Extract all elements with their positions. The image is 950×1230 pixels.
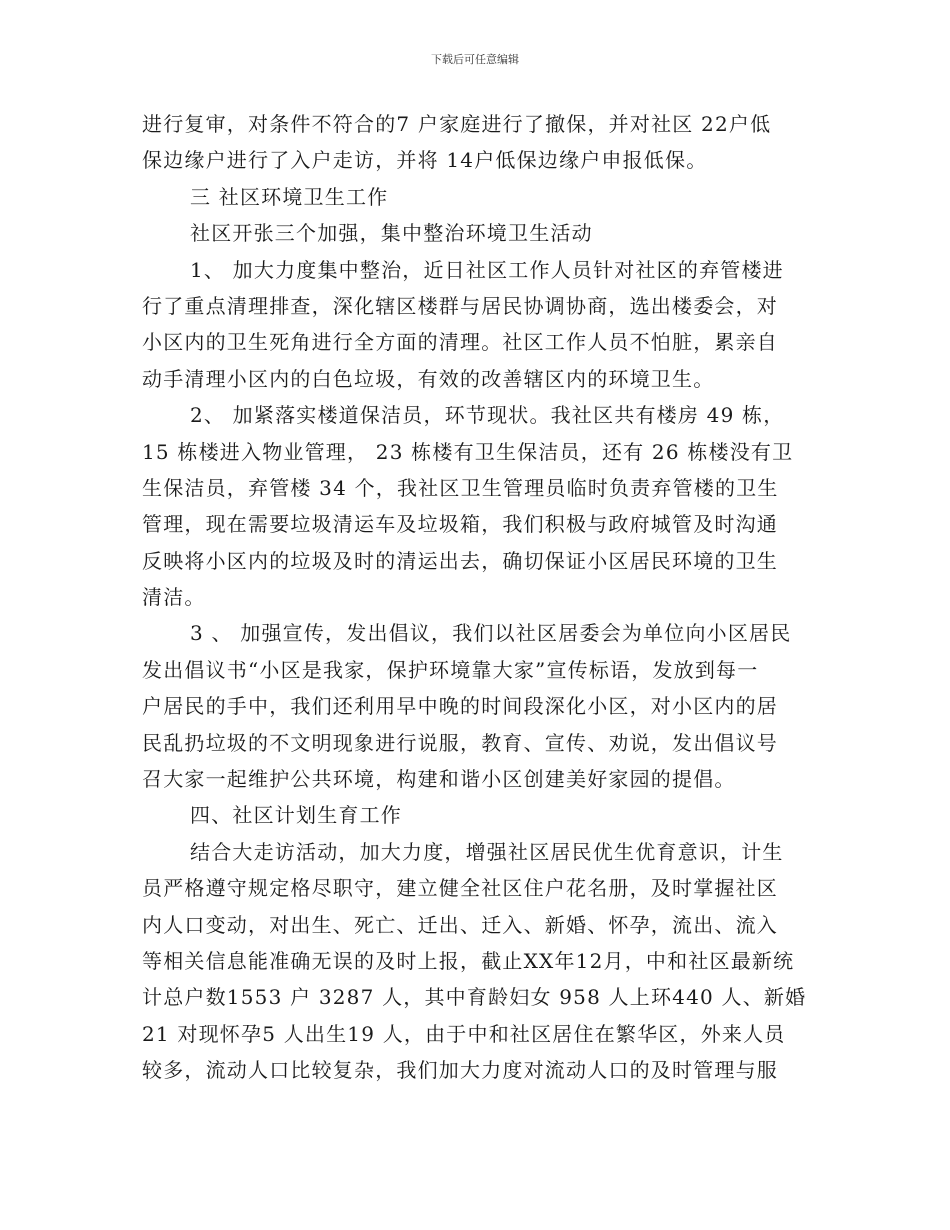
body-line: 较多，流动人口比较复杂，我们加大力度对流动人口的及时管理与服 [142,1058,778,1083]
body-line: 2、 加紧落实楼道保洁员，环节现状。我社区共有楼房 49 栋， [190,403,785,428]
body-line: 员严格遵守规定格尽职守，建立健全社区住户花名册，及时掌握社区 [142,876,778,901]
body-line: 计总户数1553 户 3287 人，其中育龄妇女 958 人上环440 人、新婚 [142,985,807,1010]
body-line: 管理，现在需要垃圾清运车及垃圾箱，我们积极与政府城管及时沟通 [142,512,778,537]
section-heading: 三 社区环境卫生工作 [190,184,389,209]
body-line: 反映将小区内的垃圾及时的清运出去，确切保证小区居民环境的卫生 [142,548,778,573]
body-line: 内人口变动，对出生、死亡、迁出、迁入、新婚、怀孕，流出、流入 [142,912,778,937]
page-header-label: 下载后可任意编辑 [431,53,519,66]
body-line: 户居民的手中，我们还利用早中晚的时间段深化小区，对小区内的居 [142,694,778,719]
body-line: 进行复审，对条件不符合的7 户家庭进行了撤保，并对社区 22户低 [142,112,772,136]
body-line: 动手清理小区内的白色垃圾，有效的改善辖区内的环境卫生。 [142,366,715,391]
body-line: 行了重点清理排查，深化辖区楼群与居民协调协商，选出楼委会，对 [142,293,778,318]
body-line: 3 、 加强宣传，发出倡议，我们以社区居委会为单位向小区居民 [190,621,792,646]
body-line: 等相关信息能准确无误的及时上报，截止XX年12月，中和社区最新统 [142,948,795,973]
document-body [142,106,810,1089]
body-line: 社区开张三个加强，集中整治环境卫生活动 [190,221,593,246]
body-line: 召大家一起维护公共环境，构建和谐小区创建美好家园的提倡。 [142,767,736,792]
body-line: 21 对现怀孕5 人出生19 人，由于中和社区居住在繁华区，外来人员 [142,1021,786,1046]
body-line: 清洁。 [142,585,206,610]
body-line: 保边缘户进行了入户走访，并将 14户低保边缘户申报低保。 [142,148,708,173]
body-line: 民乱扔垃圾的不文明现象进行说服，教育、宣传、劝说，发出倡议号 [142,730,778,755]
body-line: 发出倡议书“小区是我家，保护环境靠大家”宣传标语，发放到每一 [142,657,759,682]
body-line: 小区内的卫生死角进行全方面的清理。社区工作人员不怕脏，累亲自 [142,330,778,355]
body-line: 15 栋楼进入物业管理， 23 栋楼有卫生保洁员，还有 26 栋楼没有卫 [142,439,794,464]
body-line: 生保洁员，弃管楼 34 个，我社区卫生管理员临时负责弃管楼的卫生 [142,475,779,500]
body-line: 结合大走访活动，加大力度，增强社区居民优生优育意识，计生 [190,839,784,864]
section-heading: 四、社区计划生育工作 [190,803,402,828]
body-line: 1、 加大力度集中整治，近日社区工作人员针对社区的弃管楼进 [190,257,784,282]
